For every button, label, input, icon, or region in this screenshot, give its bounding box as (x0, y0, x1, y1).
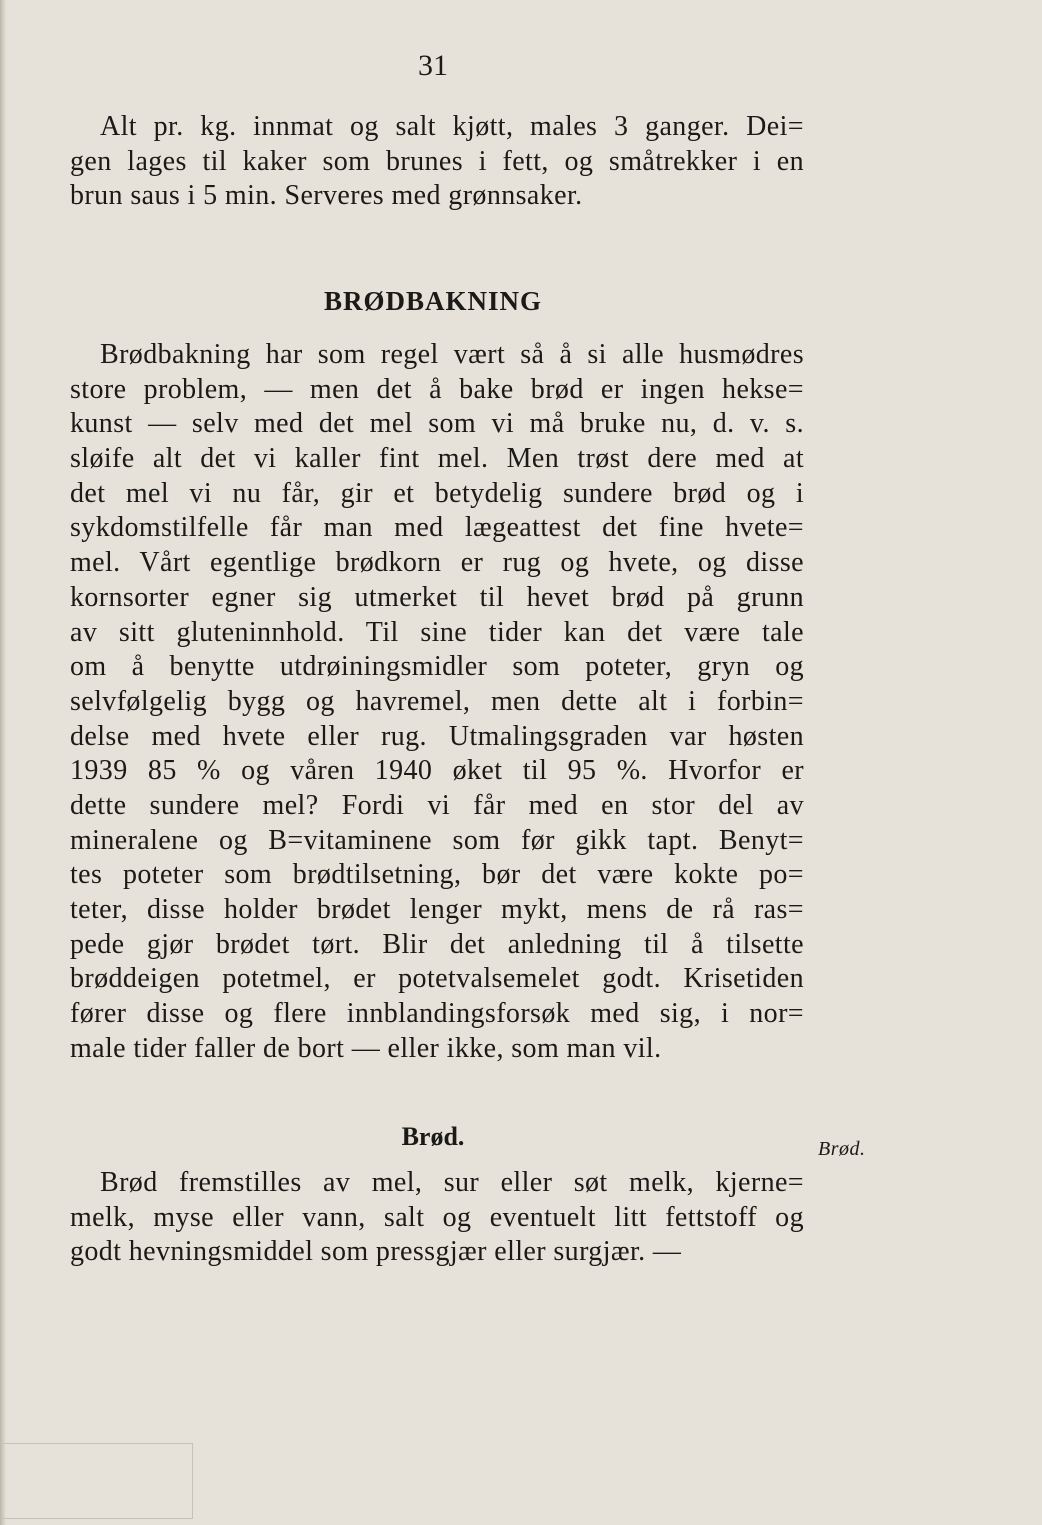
paragraph-line: godt hevningsmiddel som pressgjær eller surgjær. — (70, 1236, 682, 1268)
paragraph-line: kunst — selv med det mel som vi må bruke nu, d. v. s. (70, 408, 804, 440)
bread-paragraph (70, 1166, 804, 1270)
paragraph-line: Brød fremstilles av mel, sur eller søt melk, kjerne= (100, 1167, 804, 1198)
margin-note: Brød. (818, 1138, 866, 1160)
page-number: 31 (418, 49, 448, 82)
paragraph-line: 1939 85 % og våren 1940 øket til 95 %. Hvorfor er (70, 755, 804, 787)
section-heading: BRØDBAKNING (323, 286, 543, 316)
paragraph-line: mel. Vårt egentlige brødkorn er rug og hvete, og disse (70, 547, 804, 579)
paragraph-line: gen lages til kaker som brunes i fett, og småtrekker i en (70, 145, 804, 177)
paragraph-line: fører disse og flere innblandingsforsøk med sig, i nor= (70, 998, 804, 1030)
paragraph-line: delse med hvete eller rug. Utmalingsgraden var høsten (70, 720, 804, 752)
paragraph-line: kornsorter egner sig utmerket til hevet brød på grunn (70, 581, 804, 613)
paragraph-line: male tider faller de bort — eller ikke, som man vil. (70, 1032, 662, 1064)
paragraph-line: sykdomstilfelle får man med lægeattest det fine hvete= (70, 512, 804, 544)
paragraph-line: Brødbakning har som regel vært så å si alle husmødres (100, 339, 804, 370)
paragraph-line: store problem, — men det å bake brød er ingen hekse= (70, 373, 804, 405)
paragraph-line: om å benytte utdrøiningsmidler som poteter, gryn og (70, 651, 804, 683)
intro-paragraph (70, 110, 804, 214)
paragraph-line: Alt pr. kg. innmat og salt kjøtt, males 3 ganger. Dei= (100, 111, 804, 142)
paragraph-line: brun saus i 5 min. Serveres med grønnsaker. (70, 180, 583, 212)
paragraph-line: det mel vi nu får, gir et betydelig sundere brød og i (70, 477, 804, 509)
paragraph-line: teter, disse holder brødet lenger mykt, mens de rå ras= (70, 894, 804, 925)
paragraph-line: brøddeigen potetmel, er potetvalsemelet godt. Krisetiden (70, 963, 804, 995)
paragraph-line: av sitt gluteninnhold. Til sine tider kan det være tale (70, 616, 804, 648)
paragraph-line: mineralene og B=vitaminene som før gikk tapt. Benyt= (70, 824, 804, 856)
subheading: Brød. (401, 1122, 465, 1151)
paragraph-line: selvfølgelig bygg og havremel, men dette alt i forbin= (70, 685, 804, 717)
paragraph-line: tes poteter som brødtilsetning, bør det være kokte po= (70, 859, 804, 891)
page-left-edge (0, 0, 6, 1525)
corner-frame (0, 1443, 193, 1519)
paragraph-line: sløife alt det vi kaller fint mel. Men trøst dere med at (70, 443, 804, 475)
paragraph-line: pede gjør brødet tørt. Blir det anledning til å tilsette (70, 928, 804, 960)
main-paragraph (70, 338, 804, 1066)
paragraph-line: melk, myse eller vann, salt og eventuelt litt fettstoff og (70, 1201, 804, 1233)
paragraph-line: dette sundere mel? Fordi vi får med en stor del av (70, 789, 804, 821)
